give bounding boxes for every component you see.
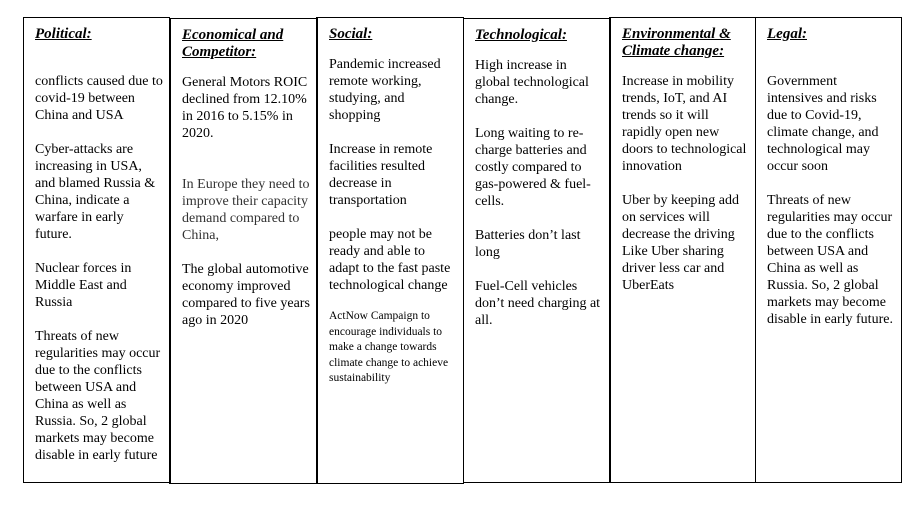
paragraph: Nuclear forces in Middle East and Russia (35, 261, 132, 310)
column-political (23, 17, 170, 483)
paragraph: conflicts caused due to covid-19 between China and USA (35, 74, 163, 123)
paragraph: people may not be ready and able to adapt to the fast paste technological change (329, 227, 451, 293)
paragraph: In Europe they need to improve their capacity demand compared to China, (182, 177, 310, 243)
paragraph: Increase in mobility trends, IoT, and AI trends so it will rapidly open new doors to technological innovation (622, 74, 747, 174)
column-heading: Economical and Competitor: (182, 27, 284, 60)
paragraph: Government intensives and risks due to Covid-19, climate change, and technological may occur soon (767, 74, 879, 174)
paragraph: ActNow Campaign to encourage individuals to make a change towards climate change to achieve sustainability (329, 310, 449, 384)
paragraph: Fuel-Cell vehicles don’t need charging at all. (475, 279, 601, 328)
column-heading: Political: (35, 26, 92, 42)
column-heading: Technological: (475, 27, 567, 43)
paragraph: High increase in global technological change. (475, 58, 589, 107)
paragraph: Uber by keeping add on services will decrease the driving Like Uber sharing driver less car and UberEats (622, 193, 740, 293)
paragraph: General Motors ROIC declined from 12.10% in 2016 to 5.15% in 2020. (182, 75, 308, 141)
column-social (316, 17, 464, 484)
column-heading: Social: (329, 26, 373, 42)
column-legal (755, 17, 902, 483)
paragraph: Threats of new regularities may occur due to the conflicts between USA and China as well as Russia. So, 2 global markets may become disable in early future (35, 329, 161, 463)
column-heading: Legal: (767, 26, 807, 42)
column-technological (463, 18, 610, 483)
paragraph: The global automotive economy improved compared to five years ago in 2020 (182, 262, 310, 328)
paragraph: Threats of new regularities may occur due to the conflicts between USA and China as well as Russia. So, 2 global markets may become disable in early future. (767, 193, 893, 327)
paragraph: Pandemic increased remote working, studying, and shopping (329, 57, 441, 123)
column-heading: Environmental & Climate change: (622, 26, 731, 59)
paragraph: Batteries don’t last long (475, 228, 581, 260)
column-economical (169, 18, 317, 484)
paragraph: Long waiting to re-charge batteries and costly compared to gas-powered & fuel-cells. (475, 126, 591, 209)
paragraph: Cyber-attacks are increasing in USA, and blamed Russia & China, indicate a warfare in early future. (35, 142, 156, 242)
paragraph: Increase in remote facilities resulted decrease in transportation (329, 142, 433, 208)
column-environmental (609, 17, 756, 483)
